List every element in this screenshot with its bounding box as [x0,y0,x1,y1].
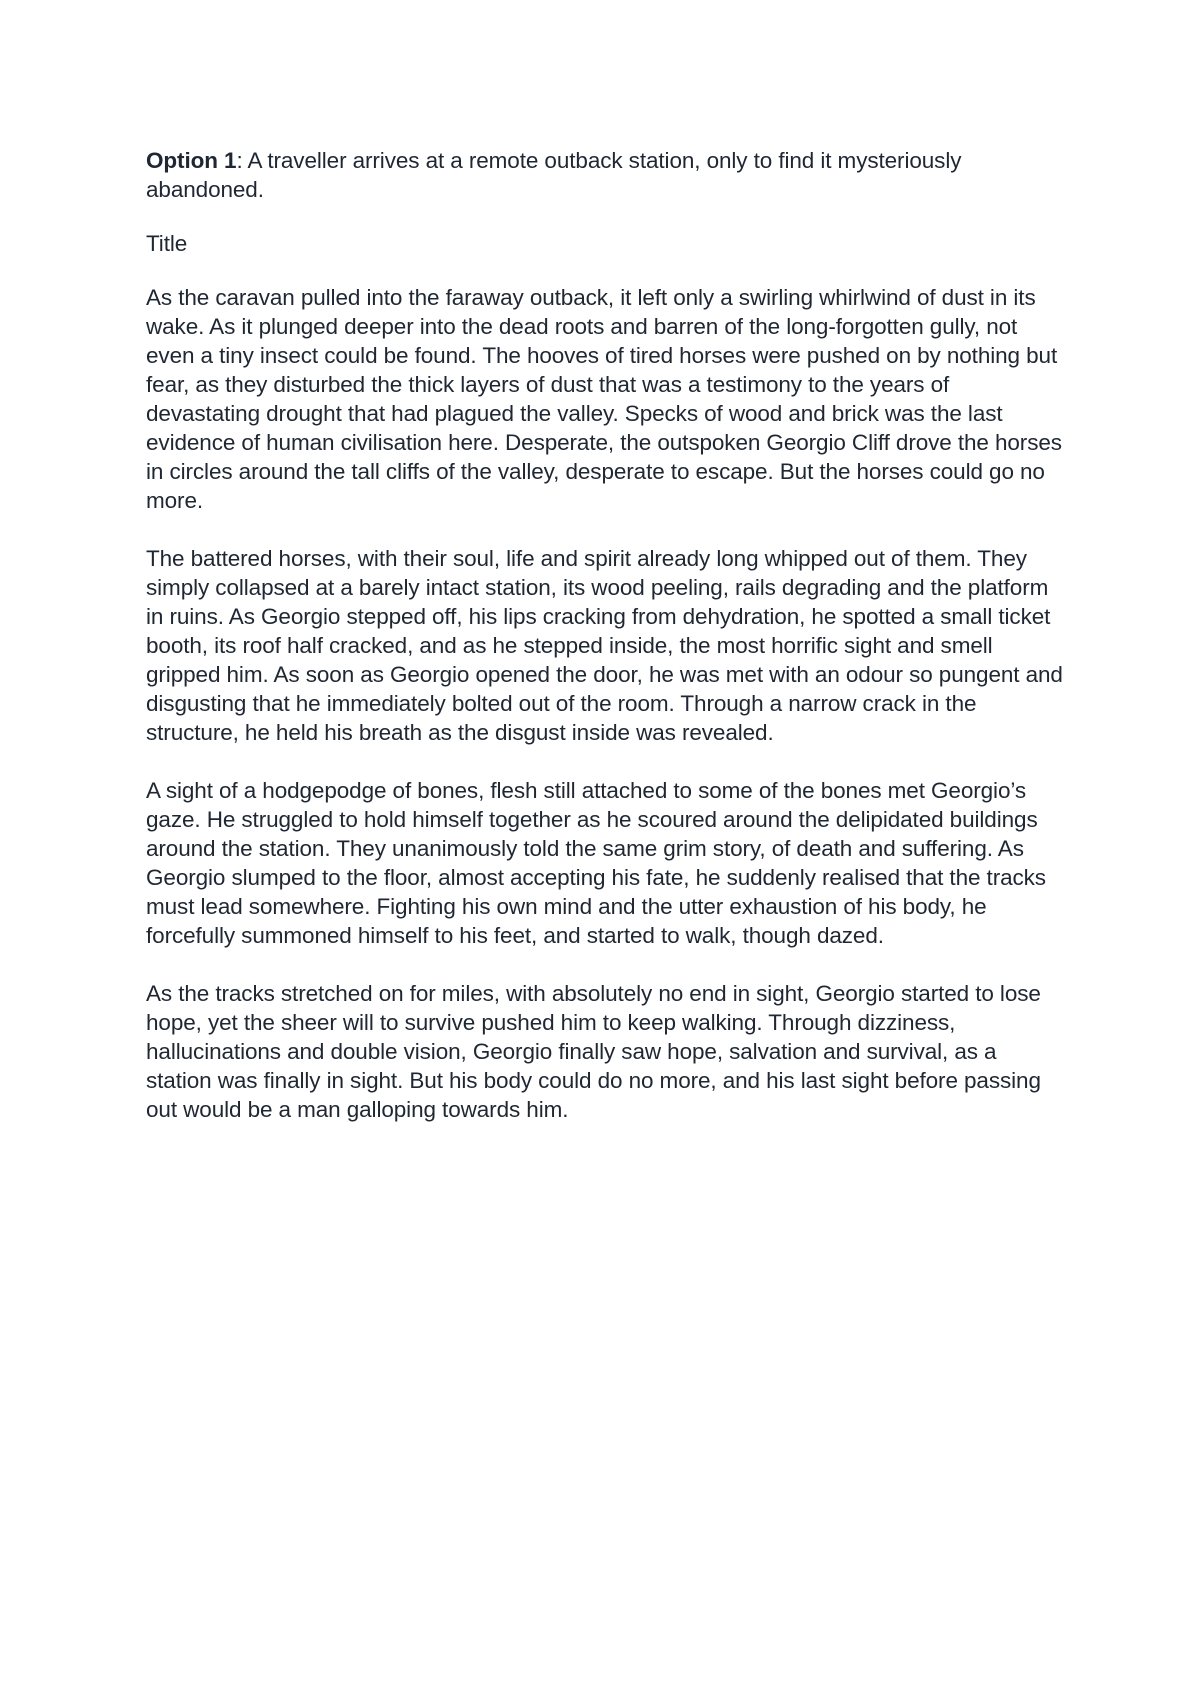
story-title: Title [146,231,188,256]
document-body [146,146,1066,1153]
story-paragraph-1: As the caravan pulled into the faraway outback, it left only a swirling whirlwind of dust in its wake. As it plunged deeper into the dead roots and barren of the long-forgotten gully, not even a tiny insect could be found. The hooves of tired horses were pushed on by nothing but fear, as they disturbed the thick layers of dust that was a testimony to the years of devastating drought that had plagued the valley. Specks of wood and brick was the last evidence of human civilisation here. Desperate, the outspoken Georgio Cliff drove the horses in circles around the tall cliffs of the valley, desperate to escape. But the horses could go no more. [146,285,1062,513]
story-paragraph-4: As the tracks stretched on for miles, with absolutely no end in sight, Georgio started to lose hope, yet the sheer will to survive pushed him to keep walking. Through dizziness, hallucinations and double vision, Georgio finally saw hope, salvation and survival, as a station was finally in sight. But his body could do no more, and his last sight before passing out would be a man galloping towards him. [146,981,1041,1122]
prompt-text: : A traveller arrives at a remote outback station, only to find it mysteriously abandoned. [146,148,962,202]
story-paragraph-3: A sight of a hodgepodge of bones, flesh still attached to some of the bones met Georgio’s gaze. He struggled to hold himself together as he scoured around the delipidated buildings around the station. They unanimously told the same grim story, of death and suffering. As Georgio slumped to the floor, almost accepting his fate, he suddenly realised that the tracks must lead somewhere. Fighting his own mind and the utter exhaustion of his body, he forcefully summoned himself to his feet, and started to walk, though dazed. [146,778,1046,948]
story-paragraph-2: The battered horses, with their soul, life and spirit already long whipped out of them. They simply collapsed at a barely intact station, its wood peeling, rails degrading and the platform in ruins. As Georgio stepped off, his lips cracking from dehydration, he spotted a small ticket booth, its roof half cracked, and as he stepped inside, the most horrific sight and smell gripped him. As soon as Georgio opened the door, he was met with an odour so pungent and disgusting that he immediately bolted out of the room. Through a narrow crack in the structure, he held his breath as the disgust inside was revealed. [146,546,1063,745]
writing-prompt [146,146,1066,204]
prompt-label: Option 1 [146,148,237,173]
